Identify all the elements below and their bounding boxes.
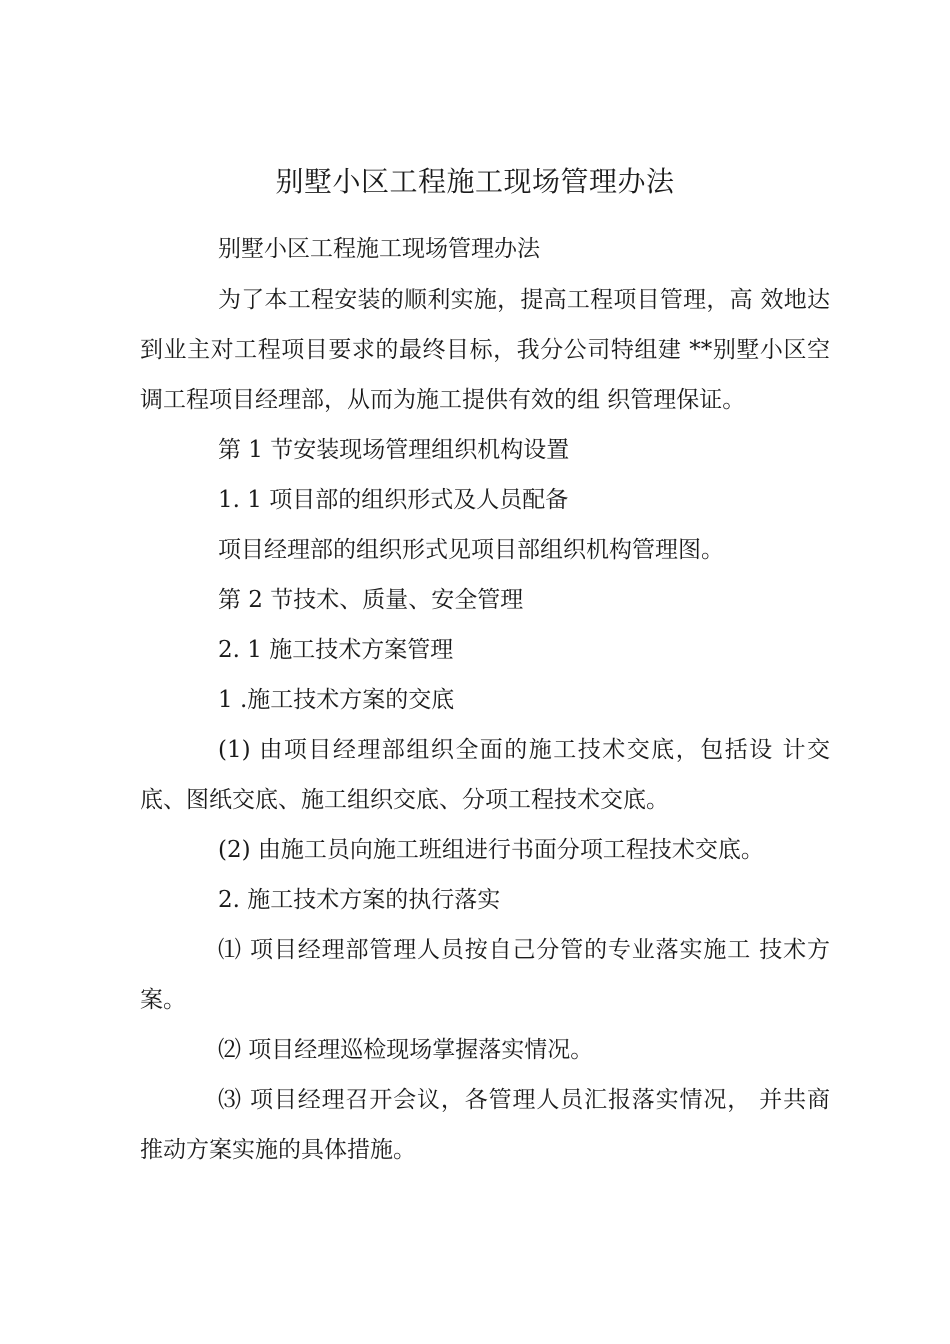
document-subtitle: 别墅小区工程施工现场管理办法 [218, 236, 540, 262]
list-item-2: (2) 由施工员向施工班组进行书面分项工程技术交底。 [218, 837, 764, 863]
subsection-heading-2-1: 2. 1 施工技术方案管理 [218, 637, 454, 663]
paragraph-org-form: 项目经理部的组织形式见项目部组织机构管理图。 [218, 537, 724, 563]
list-item-1: (1) 由项目经理部组织全面的施工技术交底，包括设 计交底、图纸交底、施工组织交底、分项工程技术交底。 [140, 737, 830, 813]
paragraph-intro: 为了本工程安装的顺利实施，提高工程项目管理，高 效地达到业主对工程项目要求的最终目标，我分公司特组建 **别墅小区空调工程项目经理部，从而为施工提供有效的组 织管理保证。 [140, 287, 830, 413]
list-item-3: ⑴ 项目经理部管理人员按自己分管的专业落实施工 技术方案。 [140, 937, 830, 1013]
document-title: 别墅小区工程施工现场管理办法 [275, 165, 675, 198]
item-heading-1: 1 .施工技术方案的交底 [218, 687, 455, 713]
section-heading-2: 第 2 节技术、质量、安全管理 [218, 587, 524, 613]
list-item-5: ⑶ 项目经理召开会议，各管理人员汇报落实情况， 并共商推动方案实施的具体措施。 [140, 1087, 830, 1163]
subsection-heading-1-1: 1. 1 项目部的组织形式及人员配备 [218, 487, 569, 513]
item-heading-2: 2. 施工技术方案的执行落实 [218, 887, 501, 913]
list-item-4: ⑵ 项目经理巡检现场掌握落实情况。 [218, 1037, 594, 1063]
section-heading-1: 第 1 节安装现场管理组织机构设置 [218, 437, 570, 463]
